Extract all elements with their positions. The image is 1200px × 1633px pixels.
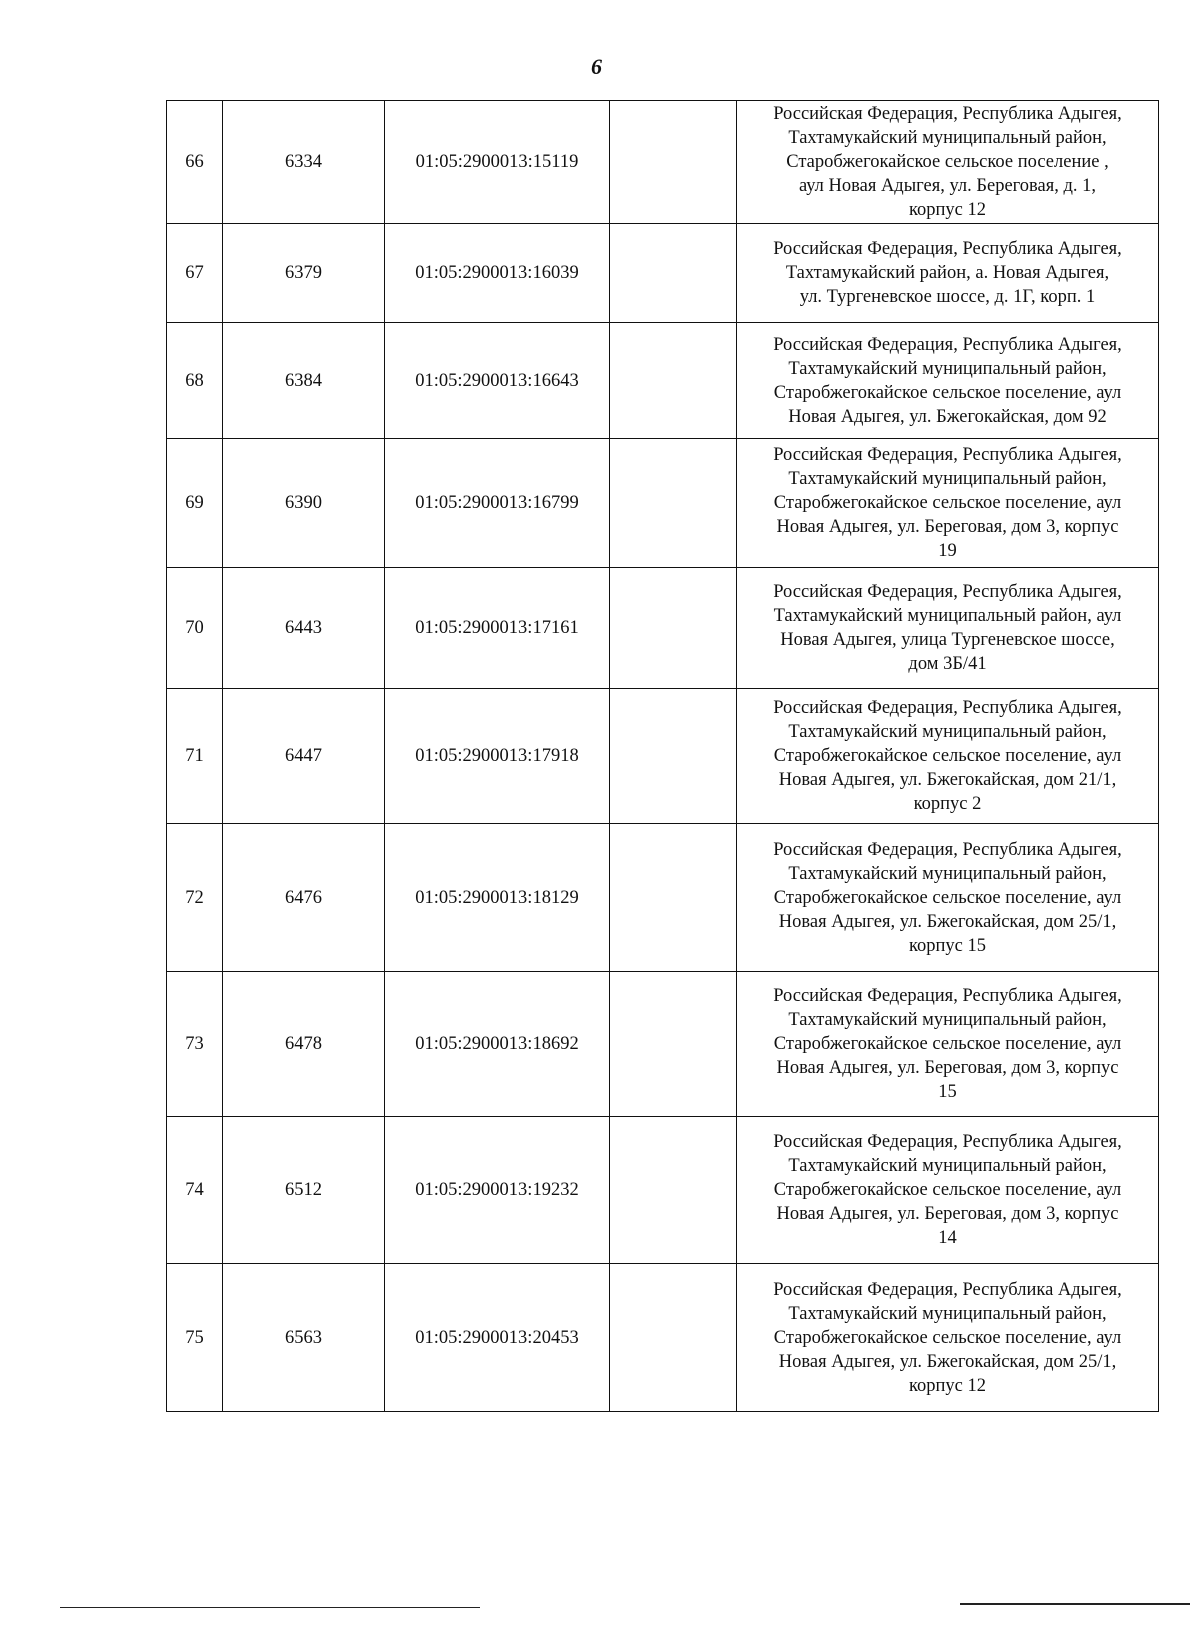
table-row (167, 323, 1159, 439)
table-row (167, 972, 1159, 1117)
cadastral-number: 01:05:2900013:18129 (385, 824, 610, 972)
cadastral-number: 01:05:2900013:15119 (385, 101, 610, 224)
cadastral-number: 01:05:2900013:18692 (385, 972, 610, 1117)
row-number: 68 (167, 323, 223, 439)
empty-cell (610, 689, 737, 824)
row-number: 73 (167, 972, 223, 1117)
registry-table-body (167, 101, 1159, 1412)
address-cell (737, 972, 1159, 1117)
cadastral-number: 01:05:2900013:16643 (385, 323, 610, 439)
address-cell (737, 101, 1159, 224)
table-row (167, 568, 1159, 689)
address-text: Российская Федерация, Республика Адыгея, Тахтамукайский муниципальный район, Старобжегокайское сельское поселение, аул Новая Адыгея, ул. Береговая, дом 3, корпус 19 (773, 445, 1122, 561)
row-number: 72 (167, 824, 223, 972)
scan-artifact-line-left (60, 1607, 480, 1608)
row-number: 71 (167, 689, 223, 824)
row-number: 67 (167, 224, 223, 323)
registry-number: 6379 (223, 224, 385, 323)
registry-number: 6447 (223, 689, 385, 824)
registry-number: 6478 (223, 972, 385, 1117)
address-cell (737, 439, 1159, 568)
empty-cell (610, 568, 737, 689)
address-cell (737, 689, 1159, 824)
registry-number: 6390 (223, 439, 385, 568)
cadastral-number: 01:05:2900013:16039 (385, 224, 610, 323)
address-text: Российская Федерация, Республика Адыгея, Тахтамукайский район, а. Новая Адыгея, ул. Тургеневское шоссе, д. 1Г, корп. 1 (773, 239, 1122, 307)
address-cell (737, 323, 1159, 439)
row-number: 66 (167, 101, 223, 224)
empty-cell (610, 224, 737, 323)
table-row (167, 824, 1159, 972)
cadastral-number: 01:05:2900013:20453 (385, 1264, 610, 1412)
address-cell (737, 568, 1159, 689)
registry-number: 6512 (223, 1117, 385, 1264)
table-row (167, 439, 1159, 568)
empty-cell (610, 101, 737, 224)
address-cell (737, 1117, 1159, 1264)
empty-cell (610, 439, 737, 568)
table-row (167, 224, 1159, 323)
page-number: 6 (591, 54, 602, 79)
address-text: Российская Федерация, Республика Адыгея, Тахтамукайский муниципальный район, Старобжегокайское сельское поселение, аул Новая Адыгея, ул. Бжегокайская, дом 25/1, корпус 15 (773, 839, 1122, 956)
registry-number: 6384 (223, 323, 385, 439)
table-row (167, 689, 1159, 824)
empty-cell (610, 323, 737, 439)
address-text: Российская Федерация, Республика Адыгея, Тахтамукайский муниципальный район, Старобжегокайское сельское поселение, аул Новая Адыгея, ул. Береговая, дом 3, корпус 15 (773, 986, 1122, 1102)
row-number: 70 (167, 568, 223, 689)
registry-number: 6563 (223, 1264, 385, 1412)
empty-cell (610, 972, 737, 1117)
registry-table (166, 100, 1159, 1412)
cadastral-number: 01:05:2900013:16799 (385, 439, 610, 568)
cadastral-number: 01:05:2900013:17918 (385, 689, 610, 824)
table-row (167, 1117, 1159, 1264)
scan-artifact-line-right (960, 1603, 1190, 1605)
address-text: Российская Федерация, Республика Адыгея, Тахтамукайский муниципальный район, Старобжегокайское сельское поселение, аул Новая Адыгея, ул. Бжегокайская, дом 25/1, корпус 12 (773, 1279, 1122, 1396)
table-row (167, 1264, 1159, 1412)
address-cell (737, 1264, 1159, 1412)
registry-number: 6443 (223, 568, 385, 689)
registry-number: 6476 (223, 824, 385, 972)
empty-cell (610, 1117, 737, 1264)
address-text: Российская Федерация, Республика Адыгея, Тахтамукайский муниципальный район, Старобжегокайское сельское поселение , аул Новая Адыгея, ул. Береговая, д. 1, корпус 12 (773, 104, 1122, 220)
address-cell (737, 824, 1159, 972)
empty-cell (610, 1264, 737, 1412)
row-number: 75 (167, 1264, 223, 1412)
cadastral-number: 01:05:2900013:19232 (385, 1117, 610, 1264)
empty-cell (610, 824, 737, 972)
address-text: Российская Федерация, Республика Адыгея, Тахтамукайский муниципальный район, Старобжегокайское сельское поселение, аул Новая Адыгея, ул. Бжегокайская, дом 92 (773, 334, 1122, 427)
cadastral-number: 01:05:2900013:17161 (385, 568, 610, 689)
row-number: 69 (167, 439, 223, 568)
address-text: Российская Федерация, Республика Адыгея, Тахтамукайский муниципальный район, Старобжегокайское сельское поселение, аул Новая Адыгея, ул. Береговая, дом 3, корпус 14 (773, 1132, 1122, 1248)
registry-number: 6334 (223, 101, 385, 224)
address-cell (737, 224, 1159, 323)
address-text: Российская Федерация, Республика Адыгея, Тахтамукайский муниципальный район, аул Новая Адыгея, улица Тургеневское шоссе, дом 3Б/41 (773, 582, 1122, 674)
table-row (167, 101, 1159, 224)
row-number: 74 (167, 1117, 223, 1264)
address-text: Российская Федерация, Республика Адыгея, Тахтамукайский муниципальный район, Старобжегокайское сельское поселение, аул Новая Адыгея, ул. Бжегокайская, дом 21/1, корпус 2 (773, 698, 1122, 814)
